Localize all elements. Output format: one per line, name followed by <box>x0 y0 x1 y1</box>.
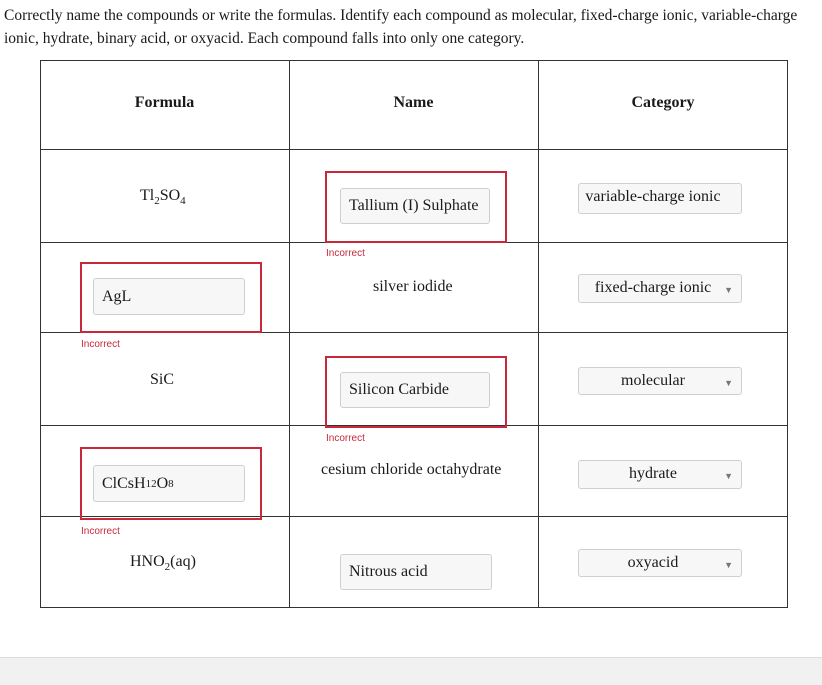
row-divider <box>41 149 787 150</box>
incorrect-label: Incorrect <box>326 433 365 444</box>
name-input[interactable]: Tallium (I) Sulphate <box>340 188 490 224</box>
category-value: fixed-charge ionic <box>594 279 712 296</box>
chevron-down-icon: ▼ <box>724 471 733 481</box>
header-name: Name <box>393 94 434 111</box>
category-select[interactable] <box>578 367 742 395</box>
category-select[interactable] <box>578 460 742 489</box>
category-value: molecular <box>621 372 685 389</box>
name-input[interactable]: Silicon Carbide <box>340 372 490 408</box>
chevron-down-icon: ▼ <box>724 285 733 295</box>
header-category: Category <box>631 94 695 111</box>
column-divider <box>289 61 290 607</box>
name-input[interactable]: Nitrous acid <box>340 554 492 590</box>
incorrect-label: Incorrect <box>81 526 120 537</box>
formula-text: $Tl_2SO_4$ <box>140 187 186 208</box>
chevron-down-icon: ▼ <box>724 378 733 388</box>
incorrect-label: Incorrect <box>81 339 120 350</box>
category-value: hydrate <box>629 465 677 482</box>
category-value: variable-charge ionic <box>585 188 721 205</box>
header-formula: Formula <box>134 94 195 111</box>
name-text: silver iodide <box>373 278 453 295</box>
instructions-text: Correctly name the compounds or write the formulas. Identify each compound as molecular, fixed-charge ionic, variable-charge ionic, hydrate, binary acid, or oxyacid. Each compound falls into only one category. <box>4 7 798 47</box>
incorrect-label: Incorrect <box>326 248 365 259</box>
formula-input[interactable]: AgL <box>93 278 245 315</box>
compound-table <box>40 60 788 608</box>
footer-bar <box>0 657 822 685</box>
category-select[interactable] <box>578 274 742 303</box>
chevron-down-icon: ▼ <box>724 560 733 570</box>
category-select[interactable] <box>578 183 742 214</box>
category-value: oxyacid <box>627 554 679 571</box>
column-divider <box>538 61 539 607</box>
formula-text: SiC <box>150 371 175 388</box>
name-text: cesium chloride octahydrate <box>321 461 502 478</box>
formula-text: $HNO_2(aq)$ <box>130 553 196 574</box>
formula-input[interactable]: ClCsH 12 O 8 <box>93 465 245 502</box>
category-select[interactable] <box>578 549 742 577</box>
